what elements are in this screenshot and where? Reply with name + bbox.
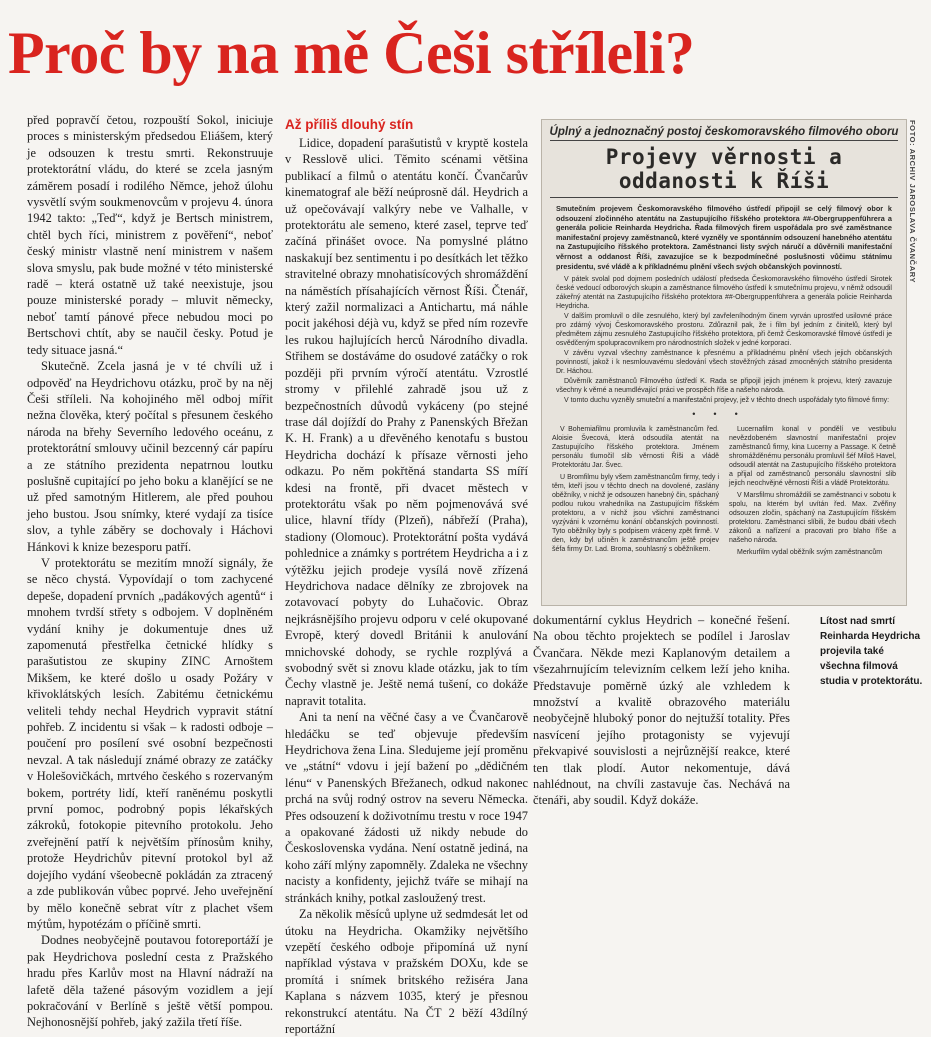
article-column-3 xyxy=(533,612,790,809)
clipping-paragraph: U Bromfilmu byly všem zaměstnancům firmy, tedy i těm, kteří jsou v těchto dnech na dovolené, zaslány oběžníky, v nichž je odsouzen hanebný čin, spáchaný podlou rukou vrahedníka na Zastupujícím říšském protektoru, a v nichž jsou všichni zaměstnanci vyzýváni k vzornému konání občanských povinností. Tyto oběžníky byly s podpisem vráceny zpět firmě. V den, kdy byl učiněn k zaměstnancům ještě projev šéfa firmy Dr. Lad. Broma, souhlasný s oběžníkem. xyxy=(552,474,719,554)
article-column-2 xyxy=(285,116,528,1037)
clipping-paragraph: Důvěrník zaměstnanců Filmového ústředí K. Rada se připojil jejich jménem k projevu, který zavazuje všechny k věrné a neumdlévající práci ve prospěch říše a našeho národa. xyxy=(556,378,892,395)
archival-newspaper-clipping xyxy=(541,119,907,606)
clipping-paragraph: V Marsfilmu shromáždili se zaměstnanci v sobotu k spolu, na kterém byl uvítán řed. Max. Zvěřiny odsouzen zločin, spáchaný na Zastupujícím říšském protektoru. Zaměstnanci slíbili, že budou dbáti všech zákonů a nařízení a pracovati pro blaho říše a našeho národa. xyxy=(729,492,896,545)
clipping-paragraph: V pátek svolal pod dojmem posledních událostí předseda Českomoravského filmového ústředí Sirotek české vedoucí odborových skupin a zaměstnance filmového ústředí k smutečnímu projevu, v němž odsoudil zákeřný atentát na Zastupujícího říšského protektora ##-Obergruppenführera a generála policie Reinharda Heydricha. xyxy=(556,276,892,311)
clipping-lead: Smutečním projevem Českomoravského filmového ústředí připojil se celý filmový obor k odsouzení zločinného atentátu na Zastupujícího říšského protektora ##-Obergruppenführera a generála policie Reinharda Heydricha. Řada filmových firem uspořádala pro své zaměstnance manifestační projevy zaměstnanců, které vyzněly ve spontánním odsouzení hanebného atentátu na Zastupujícího říšského protektora. Zaměstnanci listy svých náručí a důvěrnili manifestační věrnost a oddanost Říši, zavazujíce se k bezpodmínečné poslušnosti vůčimu státnímu presidentu, své vládě a k příkladnému plnění všech svých občanských povinností. xyxy=(556,204,892,271)
clipping-column-a xyxy=(552,425,719,560)
clipping-paragraph: V Bohemiafilmu promluvila k zaměstnancům řed. Aloisie Švecová, která odsoudila atentát na Zastupujícího říšského protektora. Jménem personálu tlumočil slib věrnosti Říši a vládě Protektorátu Jar. Švec. xyxy=(552,426,719,470)
paragraph: před popravčí četou, rozpouští Sokol, iniciuje proces s ministerským předsedou Eliášem, který je odsouzen k trestu smrti. Rekonstruuje protektorátní vládu, do které se zcela jasným záměrem posadí i rodilého Němce, jehož úlohu vysvětlí svým soukmenovcům v projevu 4. února 1942 takto: „Teď“, když je Bertsch ministrem, chtěl bych říci, ministrem z pověření“, neboť český ministr vlastně není ministrem v našem slova smyslu, pak bude možné v této ministerské radě – která ostatně už také neexistuje, jsou pouze ministerské porady – mluvit německy, neboť tamtí pánové přece nebudou moci po Bertschovi chtít, aby se naučil česky. Potud je tedy situace jasná.“ xyxy=(27,113,273,357)
photo-credit-text: FOTO: ARCHIV JAROSLAVA ČVANČARY xyxy=(908,120,917,284)
headline: Proč by na mě Češi stříleli? xyxy=(8,20,695,86)
clipping-paragraph: Merkurfilm vydal oběžník svým zaměstnancům xyxy=(737,549,883,557)
clipping-paragraph: V tomto duchu vyzněly smuteční a manifestační projevy, jež v těchto dnech uspořádaly tyto filmové firmy: xyxy=(564,397,890,405)
clipping-kicker: Úplný a jednoznačný postoj českomoravského filmového oboru xyxy=(549,126,899,138)
paragraph: Lidice, dopadení parašutistů v kryptě kostela v Resslově ulici. Těmito scénami většina publikací a filmů o atentátu končí. Čvančarův kinematograf ale běží neúprosně dál. Heydrich a už opečovávají valkýry nebe ve Valhalle, v protektorátu ale semeno, které zasel, teprve teď začíná přinášet ovoce. Na pomyslné plátno naskakují bez sentimentu i po desítkách let těžko stravitelné obrazy mnohatisícových shromáždění na náměstích přísahajících věrnost Říši. Čtenář, který zažil normalizaci a Antichartu, má náhle pocit jakéhosi déjà vu, když se před ním rozevře les rukou hajlujících herců Národního divadla. Střihem se dostáváme do osudové zatáčky o rok později při prvním výročí atentátu. Vzrostlé stromy v přilehlé zahradě jsou už z bezpečnostních důvodů vykáceny (po stejné trase dál dojíždí do Prahy z Panenských Břežan K. H. Frank) a u dřevěného kenotafu s bustou Heydricha dochází k přísaze věrnosti jeho odkazu. Po něm pokřtěná standarta SS míří kdesi na frontě, při dvacet městech v protektorátu však po něm pojmenovává své ulice, hlavní třídy (Plzeň), nábřeží (Praha), stadiony (Olomouc). Protektorátní pošta vydává pohlednice a známky s portrétem Heydricha a i z výtěžku jejich prodeje vysílá nově zřízená Heydrichova nadace dělníky ze zbrojovek na zotavovací pobyty do Luhačovic. Obraz nejkrásnějšího projevu odporu v celé okupované Evropě, který dovedl Británii k anulování mnichovské dohody, se rychle rozplývá a svobodný svět si znovu klade otázku, jak to tím Čechy vlastně je. Ještě nemá tušení, co dokáže napravit totalita. xyxy=(285,136,528,708)
paragraph: Skutečně. Zcela jasná je v té chvíli už i odpověď na Heydrichovu otázku, proč by na něj Češi stříleli. Na kohojiného měl odboj mířit nežna člověka, který počítal s přesunem českého národa na břehy Severního ledového oceánu, z protektorátní smlouvy učinil bezcenný cár papíru a ze státního prezidenta nepatrnou loutku poslušně cupitající po jeho boku a klanějící se ne už před samotným Hitlerem, ale před pouhou jeho bustou. Jsou snímky, které vydají za tisíce slov, a tyhle záběry se dochovaly i Háchovi Hánkovi k knize bezesporu patří. xyxy=(27,359,273,554)
paragraph: Ani ta není na věčné časy a ve Čvančarově hledáčku se teď objevuje především Heydrichova žena Lina. Sledujeme její proměnu ve „státní“ vdovu i její bažení po „dědičném lénu“ v Panenských Břežanech, odkud nakonec prchá na svůj rodný ostrov na severu Německa. Přes odsouzení k doživotnímu trestu v roce 1947 a opakované žádosti už nikdy nebude do Československa vydána. Není ostatně jediná, na koho září mlýny zapomněly. Zdaleka ne všechny nacisty a konfidenty, jejichž tváře se mihají na stránkách knihy, potkal zasloužený trest. xyxy=(285,710,528,905)
clipping-column-b xyxy=(729,425,896,560)
image-caption: Lítost nad smrtí Reinharda Heydricha projevila také všechna filmová studia v protektorátu. xyxy=(820,616,923,687)
article-column-1 xyxy=(27,112,273,1031)
clipping-paragraph: V dalším promluvil o díle zesnulého, který byl zavřeleníhodným činem vyrván uprostřed usilovné práce pro zdárný vývoj Českomoravského prostoru. Zdůraznil pak, že i film byl jedním z činitelů, který byl předmětem zájmu zesnulého Zastupujícího říšského protektora, při čemž Českomoravské filmové ústředí je osvědčeným spolupracovníkem pro národnostních složek v jedné korporaci. xyxy=(556,313,892,348)
paragraph: Za několik měsíců uplyne už sedmdesát let od útoku na Heydricha. Okamžiky největšího vzepětí českého odboje připomíná už nyní například výstava v pražském DOXu, kde se promítá i snímek britského režiséra Jana Kaplana s názvem 1035, který je přesnou rekonstrukcí atentátu. Na ČT 2 běží 43dílný reportážní xyxy=(285,907,528,1036)
paragraph: V protektorátu se mezitím množí signály, že se něco chystá. Vypovídají o tom zachycené depeše, dopadení prvních „padákových agentů“ i mnohem tvrdší střety s odbojem. V doplněném vydání knihy je dokumentuje dnes už zapomenutá přestřelka četnické hlídky s parašutistou ze skupiny ZINC Arnoštem Mikšem, ke které došlo u osady Požáry v křivoklátských lesích. Zabitému četnickému veliteli tehdy nechal Heydrich vypravit státní pohřeb. Z incidentu si však – k radosti odboje – poučení pro posílení své osobní bezpečnosti nevzal. A tak následují známé obrazy ze zatáčky v Holešovičkách, mrtvého českého s rozervaným bokem, portréty lidí, kteří raněnému poskytli první pomoc, podrobný popis lékařských zákroků, fotokopie pitevního protokolu. Jeho zveřejnění patří k největším přínosům knihy, protože Heydrichův pitevní protokol byl až dojejího vydání všeobecně pokládán za ztracený a zde publikován vůbec poprvé. Jeho uveřejnění by mělo konečně sebrat vítr z plachet všem mýtům, hypotézám o příčině smrti. xyxy=(27,555,273,931)
clipping-body xyxy=(556,275,892,405)
section-subhead: Až příliš dlouhý stín xyxy=(285,117,414,132)
paragraph: Dodnes neobyčejně poutavou fotoreportáží je pak Heydrichova poslední cesta z Pražského hradu přes Karlův most na Hlavní nádraží na lafetě děla tažené pásovým vozidlem a její pokračování v Berlíně s ještě větší pompou. Nejhonosnější pohřeb, jaký zažila třetí říše. xyxy=(27,933,273,1030)
clipping-paragraph: Lucernafilm konal v pondělí ve vestibulu nevězdobeném slavnostní manifestační projev zaměstnanců firmy, kina Lucerny a Passage. K četně shromážděnému personálu promluvil šéf Miloš Havel, odsoudil atentát na Zastupujícího říšského protektora a přijal od zaměstnanců personálu slavnostní slib jejich neochvějné věrnosti Říši a vládě Protektorátu. xyxy=(729,426,896,488)
clipping-title: Projevy věrnosti a oddanosti k Říši xyxy=(550,140,898,198)
clipping-columns xyxy=(552,425,896,560)
separator-dots: ••• xyxy=(692,409,756,420)
photo-credit xyxy=(905,120,919,350)
paragraph: dokumentární cyklus Heydrich – konečné řešení. Na obou těchto projektech se podílel i Jaroslav Čvančara. Někde mezi Kaplanovým detailem a všezahrnujícím televizním celkem leží jeho kniha. Představuje poměrně úzký ale vzhledem k množství a kvalitě obrazového materiálu neobyčejně hluboký ponor do nejtužší totality. Přes nasvícení jejího protagonisty se vyjevují překvapivé souvislosti a nejrůznější reakce, které ten tlak plodí. Autor nekomentuje, dává nahlédnout, na chvíli zastavuje čas. Nechává na čtenáři, aby soudil. Když dokáže. xyxy=(533,613,790,808)
clipping-paragraph: V závěru vyzval všechny zaměstnance k přesnému a příkladnému plnění všech jejich občanských povinností, jakož i k nesmlouvavému sledování všech stověžných zásad zmocněných státního presidenta Dr. Háchou. xyxy=(556,350,892,376)
